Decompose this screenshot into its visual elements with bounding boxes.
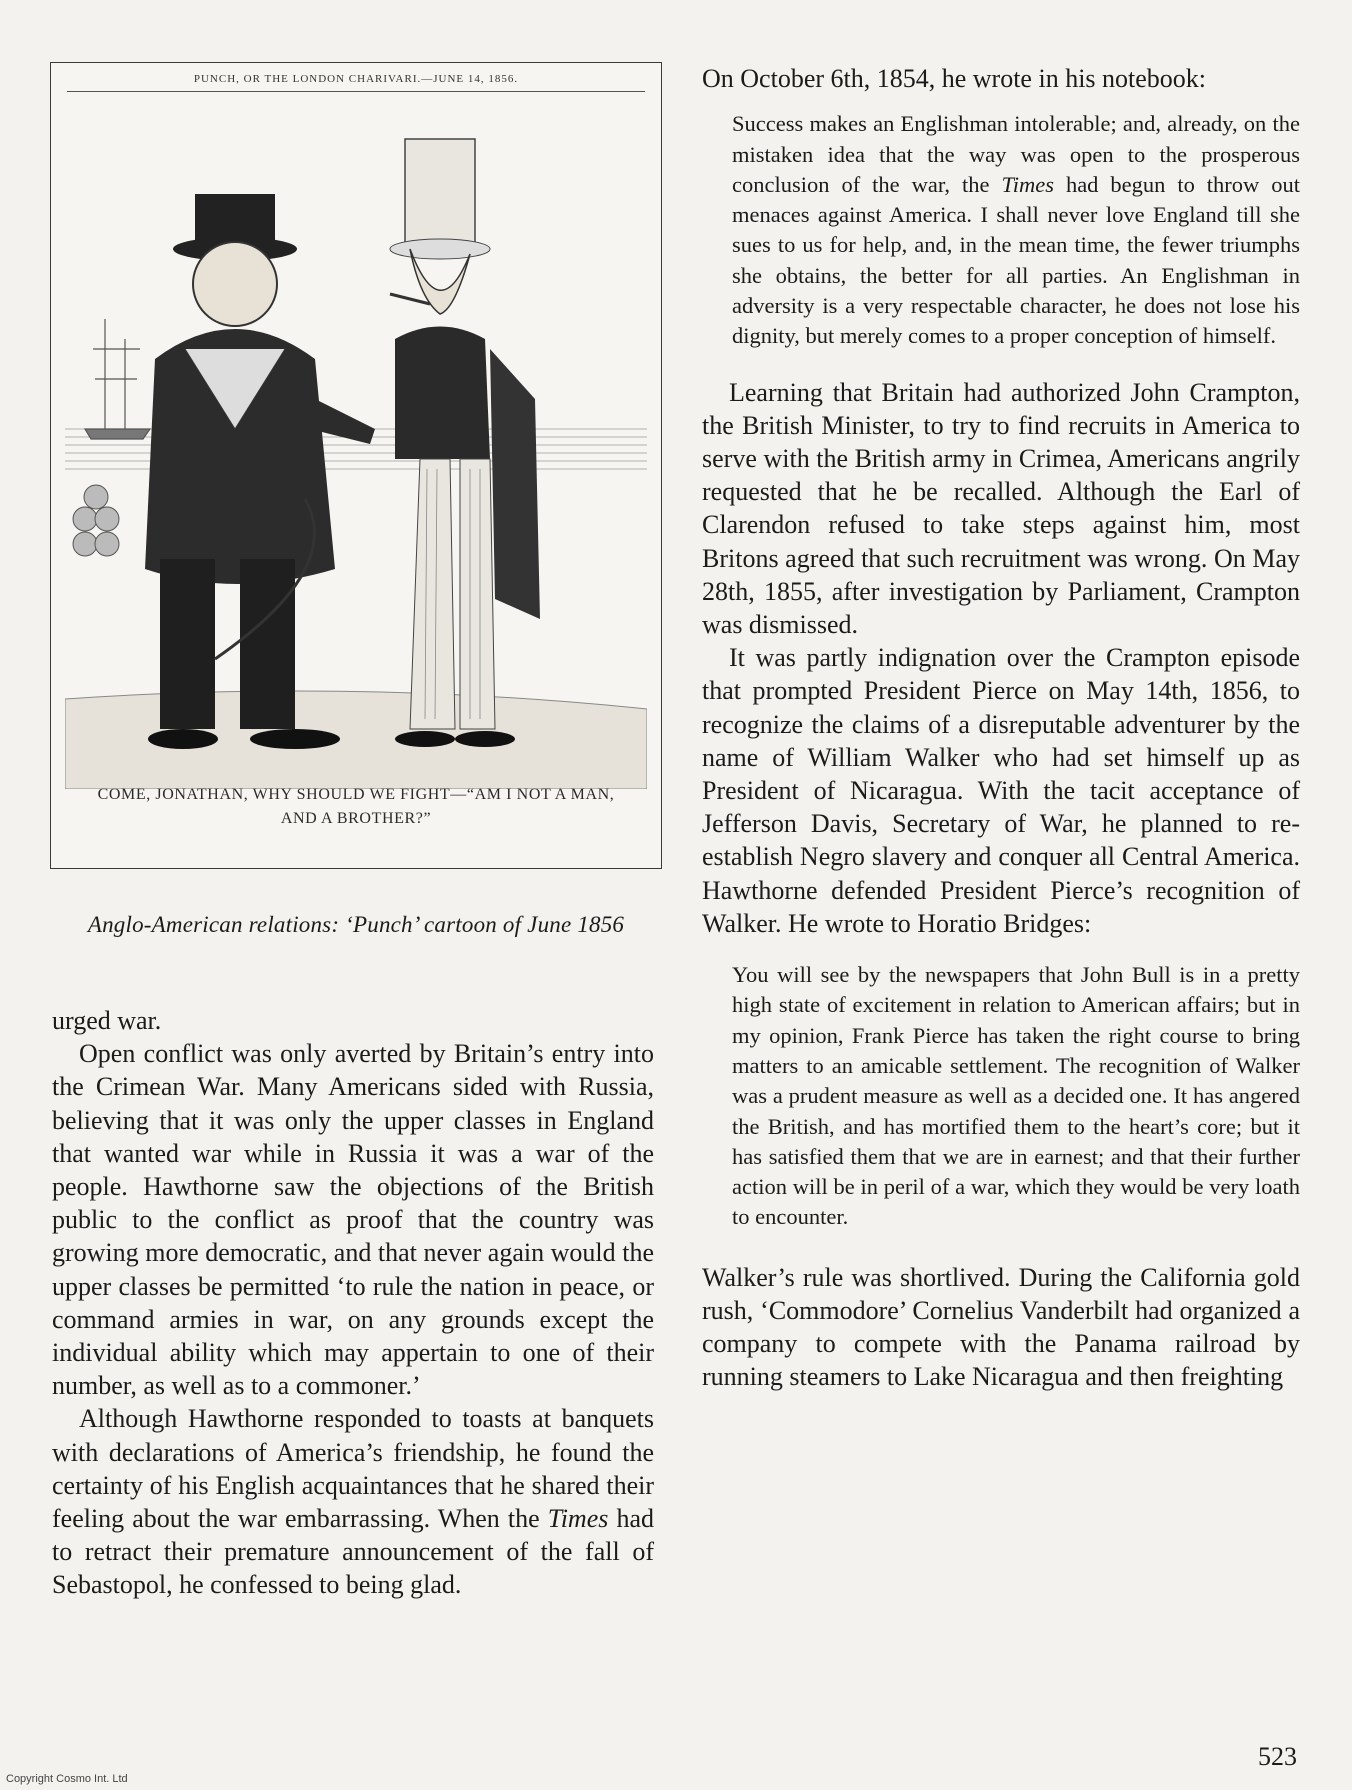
- page-number: 523: [1258, 1742, 1297, 1771]
- paragraph: On October 6th, 1854, he wrote in his notebook:: [702, 64, 1207, 93]
- times-italic: Times: [1001, 171, 1054, 197]
- times-italic: Times: [547, 1504, 609, 1534]
- figure-header: PUNCH, OR THE LONDON CHARIVARI.—JUNE 14, 1856.: [193, 73, 519, 85]
- paragraph: [52, 1402, 654, 1601]
- figure-rule: [67, 91, 645, 92]
- paragraph: Walker’s rule was shortlived. During the California gold rush, ‘Commodore’ Cornelius Vanderbilt had organized a company to compete with the Panama railroad by running steamers to Lake Nicaragua and then freighting: [702, 1262, 1300, 1392]
- punch-cartoon-figure: [50, 62, 662, 869]
- figure-caption: Anglo-American relations: ‘Punch’ cartoon of June 1856: [87, 912, 625, 937]
- paragraph: Learning that Britain had authorized John Crampton, the British Minister, to try to find recruits in America to serve with the British army in Crimea, Americans angrily requested that he be recalled. Although the Earl of Clarendon refused to take steps against him, most Britons agreed that such recruitment was wrong. On May 28th, 1855, after investigation by Parliament, Crampton was dismissed.: [702, 377, 1300, 639]
- paragraph: It was partly indignation over the Crampton episode that prompted President Pierce on May 14th, 1856, to recognize the claims of a disreputable adventurer by the name of William Walker who had set himself up as President of Nicaragua. With the tacit acceptance of Jefferson Davis, Secretary of War, he planned to re-establish Negro slavery and conquer all Central America. Hawthorne defended President Pierce’s recognition of Walker. He wrote to Horatio Bridges:: [702, 643, 1300, 938]
- inner-caption-line2: AND A BROTHER?”: [280, 810, 432, 827]
- block-quote: You will see by the newspapers that John Bull is in a pretty high state of excitement in relation to American affairs; but in my opinion, Frank Pierce has taken the right course to bring matters to an amicable settlement. The recognition of Walker was a prudent measure as well as a decided one. It has angered the British, and has mortified them to the heart’s core; but it has satisfied them that we are in earnest; and that their further action will be in peril of a war, which they would be very loath to encounter.: [732, 962, 1300, 1230]
- left-column: [52, 1004, 654, 1602]
- copyright-notice: Copyright Cosmo Int. Ltd: [6, 1773, 128, 1785]
- text-run: Success makes an Englishman intolerable; and, already, on the mistaken idea that the way was open to the prosperous conclusion of the war, the: [732, 111, 1300, 197]
- paragraph: Open conflict was only averted by Britain’s entry into the Crimean War. Many Americans sided with Russia, believing that it was only the upper classes in England that wanted war while in Russia it was a war of the people. Hawthorne saw the objections of the British public to the conflict as proof that the country was growing more democratic, and that never again would the upper classes be permitted ‘to rule the nation in peace, or command armies in war, on any grounds except the individual ability which may appertain to one of their number, as well as to a commoner.’: [52, 1039, 654, 1401]
- text-run: had begun to throw out menaces against America. I shall never love England till she sues to us for help, and, in the mean time, the fewer triumphs she obtains, the better for all parties. An Englishman in adversity is a very respectable character, he does not lose his dignity, but merely comes to a proper conception of himself.: [732, 171, 1301, 349]
- right-column: [702, 62, 1300, 1394]
- cartoon-inner-caption: [71, 783, 641, 831]
- text-run: had to retract their premature announcement of the fall of Sebastopol, he confessed to being glad.: [52, 1504, 654, 1600]
- paragraph: urged war.: [52, 1006, 162, 1035]
- inner-caption-line1: COME, JONATHAN, WHY SHOULD WE FIGHT—“AM I NOT A MAN,: [97, 786, 615, 803]
- block-quote: [702, 109, 1300, 351]
- cartoon-illustration-icon: [65, 99, 647, 789]
- text-run: Although Hawthorne responded to toasts at banquets with declarations of America’s friendship, he found the certainty of his English acquaintances that he shared their feeling about the war embarrassing. When the: [52, 1404, 654, 1534]
